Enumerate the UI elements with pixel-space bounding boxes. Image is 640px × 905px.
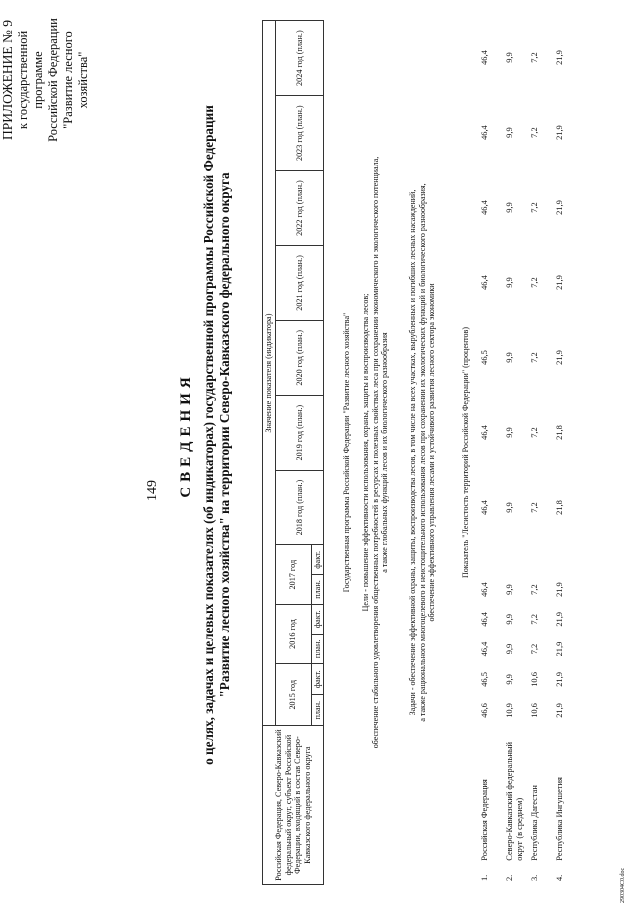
fact-header: факт.: [311, 664, 324, 695]
value-cell: 21,8: [555, 425, 564, 440]
value-cell: 46,4: [480, 125, 489, 140]
value-cell: 21,9: [555, 641, 564, 657]
value-cell: 46,4: [480, 200, 489, 215]
year-header: 2016 год: [275, 604, 311, 663]
value-cell: 9,9: [505, 674, 514, 685]
value-cell: 7,2: [530, 127, 539, 138]
fact-header: факт.: [311, 604, 324, 634]
task-line: а также рационального многоцелевого и неистощительного использования лесов при сохранении их экологических функций и биологического разнообразия,: [417, 183, 427, 722]
plan-header: план.: [311, 634, 324, 664]
row-number: 1.: [480, 874, 489, 881]
value-cell: 7,2: [530, 52, 539, 63]
indicator-title: Показатель "Лесистость территорий Российской Федерации" (процентов): [461, 327, 470, 578]
task-line: обеспечение эффективного управления лесами и устойчивого развития лесного сектора экономики: [427, 283, 436, 622]
value-cell: 9,9: [505, 614, 514, 625]
value-cell: 21,9: [555, 50, 564, 65]
value-cell: 9,9: [505, 502, 514, 513]
value-cell: [530, 545, 555, 575]
value-cell: 46,4: [480, 641, 489, 657]
value-cell: 7,2: [530, 202, 539, 213]
goal-block: [361, 20, 390, 885]
goal-line: обеспечение стабильного удовлетворения общественных потребностей в ресурсах и полезных свойствах леса при сохранении экономического и экологического потенциала,: [370, 156, 380, 749]
year-header: 2019 год (план.): [275, 395, 324, 470]
appendix-block: [0, 10, 91, 150]
page-number: 149: [145, 480, 160, 501]
year-header: 2022 год (план.): [275, 171, 324, 246]
plan-header: план.: [311, 695, 324, 726]
value-cell: 21,8: [555, 500, 564, 515]
table-header: [262, 20, 324, 885]
task-block: [408, 20, 437, 885]
value-cell: 10,9: [505, 703, 514, 718]
value-cell: 7,2: [530, 614, 539, 625]
value-cell: 46,5: [480, 672, 489, 687]
value-cell: 9,9: [505, 52, 514, 63]
appendix-line: Российской Федерации: [46, 18, 60, 142]
value-cell: [505, 545, 530, 575]
value-cell: 46,4: [480, 500, 489, 515]
table-row: [480, 20, 505, 885]
row-number: 4.: [555, 874, 564, 881]
appendix-title: ПРИЛОЖЕНИЕ № 9: [0, 19, 15, 141]
table-row: [505, 20, 530, 885]
appendix-line: "Развитие лесного хозяйства": [61, 31, 90, 129]
year-header: 2015 год: [275, 664, 311, 726]
region-name: Республика Ингушетия: [555, 777, 564, 861]
value-cell: 7,2: [530, 643, 539, 655]
value-cell: 10,6: [530, 703, 539, 718]
indicator-table: [480, 20, 580, 885]
value-cell: 46,5: [480, 350, 489, 365]
value-cell: 7,2: [530, 277, 539, 288]
value-cell: 21,9: [555, 200, 564, 215]
file-footer: 290304C0.doc: [620, 867, 626, 903]
value-cell: 9,9: [505, 427, 514, 438]
value-cell: 10,6: [530, 672, 539, 687]
fact-header: факт.: [311, 545, 324, 575]
value-cell: 7,2: [530, 352, 539, 363]
year-header: 2018 год (план.): [275, 470, 324, 545]
value-cell: 46,4: [480, 612, 489, 627]
goal-line: Цели - повышение эффективности использования, охраны, защиты и воспроизводства лесов;: [361, 293, 370, 612]
value-cell: 21,9: [555, 582, 564, 597]
value-cell: 46,4: [480, 425, 489, 440]
value-cell: 7,2: [530, 427, 539, 438]
plan-header: план.: [311, 575, 324, 605]
table-row: [530, 20, 555, 885]
value-cell: 9,9: [505, 584, 514, 595]
region-name: Республика Дагестан: [530, 785, 539, 861]
table-row: [555, 20, 580, 885]
value-cell: 46,4: [480, 275, 489, 290]
value-group-header: Значение показателя (индикатора): [263, 21, 276, 726]
value-cell: 9,9: [505, 643, 514, 655]
year-header: 2021 год (план.): [275, 245, 324, 320]
region-column-header: Российская Федерация, Северо-Кавказский федеральный округ, субъект Российской Федерации, входящий в состав Северо-Кавказского федерального округа: [263, 726, 324, 885]
value-cell: 21,9: [555, 612, 564, 627]
title-line: о целях, задачах и целевых показателях (об индикаторах) государственной программы Российской Федерации: [201, 105, 216, 765]
task-line: Задачи - обеспечение эффективной охраны, защиты, воспроизводства лесов, в том числе на всех участках, вырубленных и погибших лесных насаждений,: [408, 189, 417, 716]
value-cell: 46,4: [480, 582, 489, 597]
value-cell: 9,9: [505, 127, 514, 138]
value-cell: 21,9: [555, 672, 564, 687]
title-block: [178, 85, 233, 785]
program-name: Государственная программа Российской Федерации "Развитие лесного хозяйства": [342, 312, 351, 593]
value-cell: [555, 545, 580, 575]
value-cell: 9,9: [505, 277, 514, 288]
year-header: 2024 год (план.): [275, 21, 324, 96]
year-header: 2023 год (план.): [275, 96, 324, 171]
value-cell: 9,9: [505, 352, 514, 363]
document-title: СВЕДЕНИЯ: [178, 372, 194, 498]
value-cell: [480, 545, 505, 575]
value-cell: 9,9: [505, 202, 514, 213]
value-cell: 21,9: [555, 350, 564, 365]
row-number: 3.: [530, 874, 539, 881]
value-cell: 46,4: [480, 50, 489, 65]
year-header: 2017 год: [275, 545, 311, 604]
appendix-line: к государственной программе: [16, 30, 45, 130]
value-cell: 21,9: [555, 703, 564, 718]
row-number: 2.: [505, 874, 514, 881]
year-header: 2020 год (план.): [275, 320, 324, 395]
value-cell: 21,9: [555, 125, 564, 140]
title-line: "Развитие лесного хозяйства" на территории Северо-Кавказского федерального округа: [217, 172, 232, 698]
value-cell: 7,2: [530, 584, 539, 595]
goal-line: а также глобальных функций лесов и их биологического разнообразия: [380, 332, 389, 573]
region-name: Северо-Кавказский федеральный округ (в среднем): [505, 742, 524, 861]
value-cell: 21,9: [555, 275, 564, 290]
value-cell: 46,6: [480, 703, 489, 718]
region-name: Российская Федерация: [480, 779, 489, 861]
value-cell: 7,2: [530, 502, 539, 513]
